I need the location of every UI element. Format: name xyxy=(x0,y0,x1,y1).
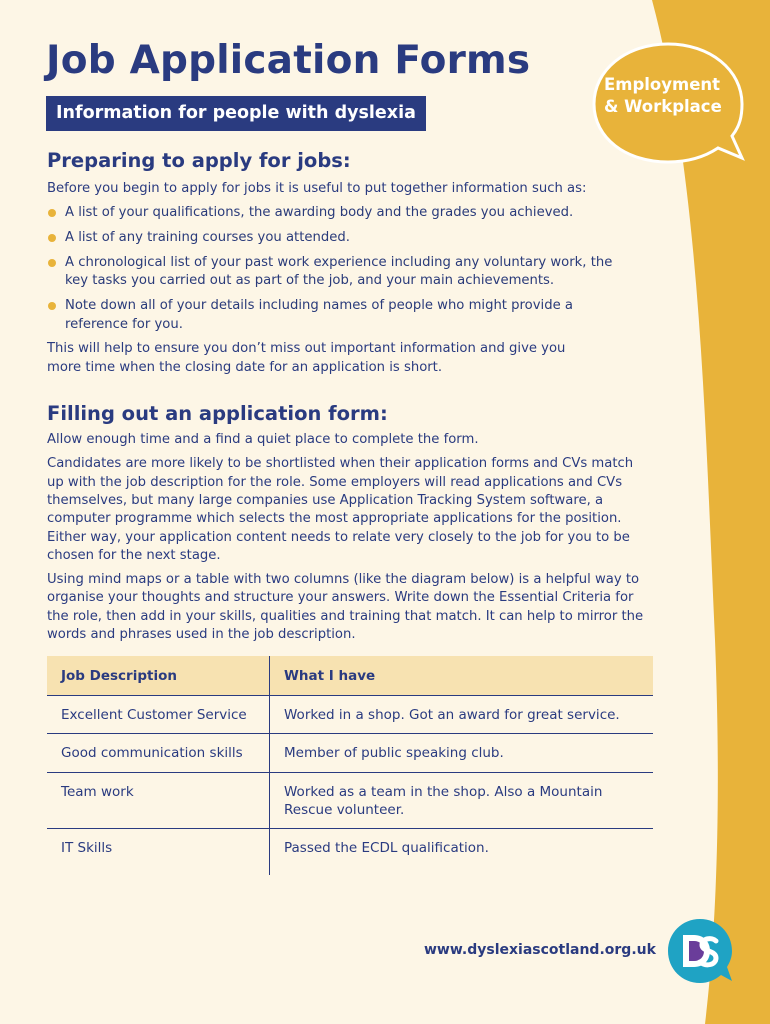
category-line-1: Employment xyxy=(604,75,721,94)
section-heading-filling: Filling out an application form: xyxy=(47,402,388,426)
table-cell: Team work xyxy=(47,772,270,829)
category-badge xyxy=(604,74,734,118)
job-description-table xyxy=(47,656,653,875)
table-row xyxy=(47,829,653,876)
bullet-icon xyxy=(48,259,56,267)
table-cell: IT Skills xyxy=(47,829,270,876)
main-content xyxy=(47,148,647,644)
table-row xyxy=(47,696,653,734)
column-header-job-description: Job Description xyxy=(47,656,270,696)
list-item: A chronological list of your past work experience including any voluntary work, the key tasks you carried out as part of the job, and your main achievements. xyxy=(47,254,647,291)
column-header-what-i-have: What I have xyxy=(270,656,654,696)
preparation-list xyxy=(47,204,647,334)
dyslexia-scotland-logo xyxy=(666,917,734,985)
category-line-2: & Workplace xyxy=(604,97,722,116)
table-cell: Passed the ECDL qualification. xyxy=(284,840,489,857)
section2-paragraph-1: Allow enough time and a find a quiet place to complete the form. xyxy=(47,432,479,448)
bullet-icon xyxy=(48,302,56,310)
table-row xyxy=(47,734,653,772)
table-cell: Excellent Customer Service xyxy=(47,696,270,734)
bullet-icon xyxy=(48,234,56,242)
bullet-icon xyxy=(48,209,56,217)
website-link[interactable]: www.dyslexiascotland.org.uk xyxy=(424,942,656,958)
table-cell: Worked as a team in the shop. Also a Mountain Rescue volunteer. xyxy=(270,772,654,829)
list-item: A list of any training courses you attended. xyxy=(47,229,647,247)
table-cell: Worked in a shop. Got an award for great service. xyxy=(270,696,654,734)
section1-intro: Before you begin to apply for jobs it is useful to put together information such as: xyxy=(47,181,587,196)
table-header-row xyxy=(47,656,653,696)
table-row xyxy=(47,772,653,829)
list-item: A list of your qualifications, the awarding body and the grades you achieved. xyxy=(47,204,647,222)
page-subtitle: Information for people with dyslexia xyxy=(46,96,426,131)
section-heading-preparing: Preparing to apply for jobs: xyxy=(47,149,351,172)
section2-paragraph-3: Using mind maps or a table with two columns (like the diagram below) is a helpful way to organise your thoughts and structure your answers. Write down the Essential Criteria for the role, then add in your skills, qualities and training that match. It can help to mirror the words and phrases used in the job description. xyxy=(47,572,644,643)
section1-outro: This will help to ensure you don’t miss out important information and give you more time when the closing date for an application is short. xyxy=(47,341,566,375)
list-item: Note down all of your details including names of people who might provide a reference for you. xyxy=(47,297,647,334)
section2-paragraph-2: Candidates are more likely to be shortlisted when their application forms and CVs match up with the job description for the role. Some employers will read applications and CVs themselves, but many large companies use Application Tracking System software, a computer programme which selects the most appropriate applications for the position. Either way, your application content needs to relate very closely to the job for you to be chosen for the next stage. xyxy=(47,456,634,563)
table-cell: Good communication skills xyxy=(47,734,270,772)
page-title: Job Application Forms xyxy=(46,38,531,83)
table-cell: Member of public speaking club. xyxy=(270,734,654,772)
